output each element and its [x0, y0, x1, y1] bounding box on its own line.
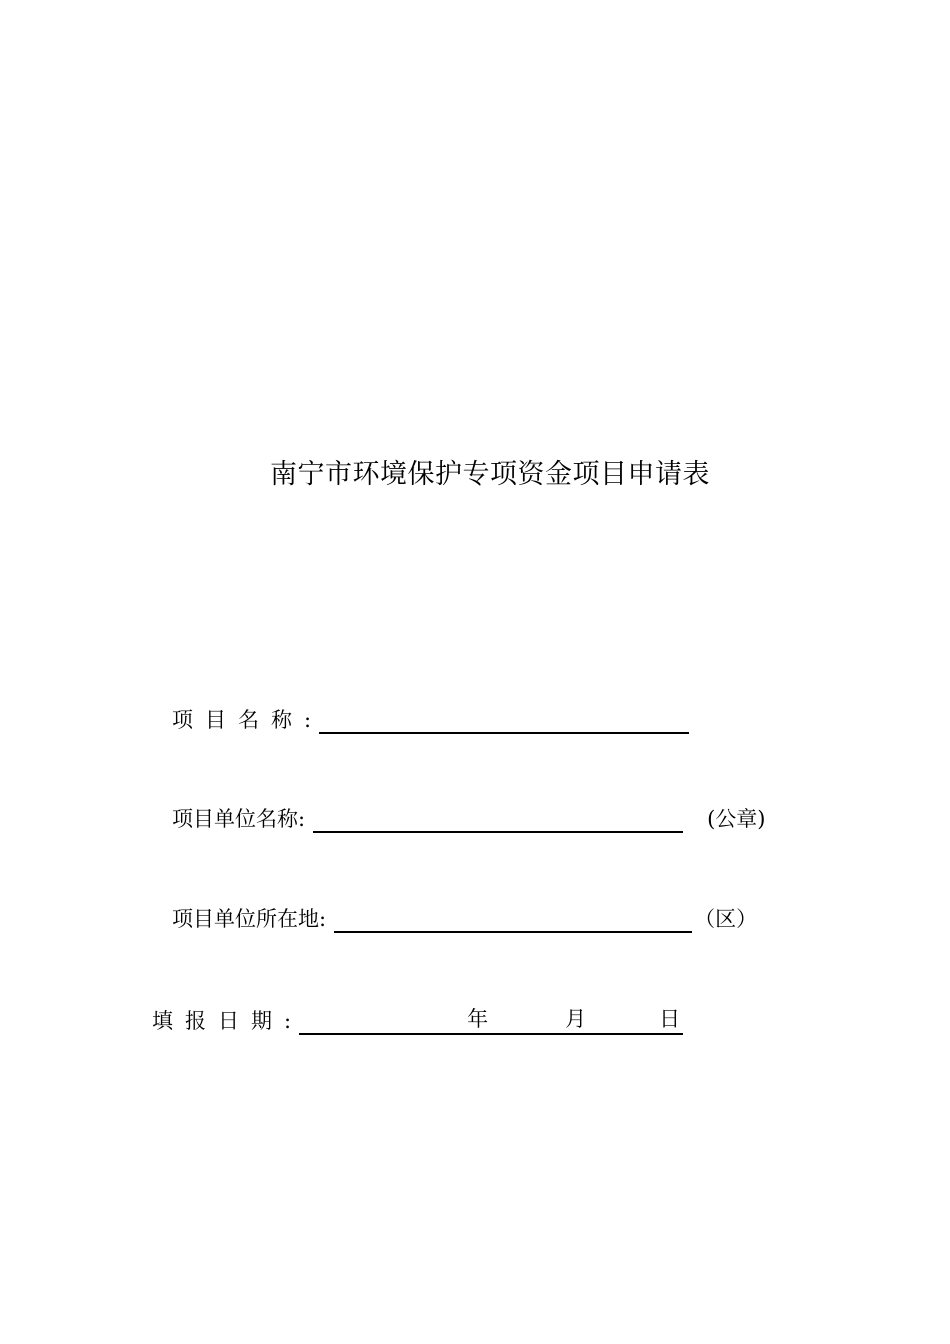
project-name-label: 项目名称 — [172, 708, 304, 732]
project-unit-location-label: 项目单位所在地 — [172, 907, 319, 931]
page-title: 南宁市环境保护专项资金项目申请表 — [270, 459, 710, 490]
project-unit-name-colon: : — [298, 807, 306, 831]
project-name-colon: : — [304, 708, 312, 732]
official-seal-note: (公章) — [707, 807, 766, 831]
project-name-input-line[interactable] — [319, 706, 689, 734]
month-label: 月 — [565, 1007, 587, 1031]
project-unit-location-input-line[interactable] — [334, 905, 692, 933]
fill-date-input-line[interactable] — [299, 1005, 683, 1035]
day-label: 日 — [659, 1007, 681, 1031]
fill-date-label: 填报日期 — [152, 1009, 284, 1033]
fill-date-row — [152, 1005, 683, 1035]
year-label: 年 — [467, 1007, 489, 1031]
project-unit-name-label: 项目单位名称 — [172, 807, 298, 831]
project-name-row — [172, 706, 689, 734]
district-note: （区） — [694, 907, 758, 931]
project-unit-location-row — [172, 905, 757, 933]
project-unit-location-colon: : — [319, 907, 327, 931]
fill-date-colon: : — [284, 1009, 292, 1033]
project-unit-name-input-line[interactable] — [313, 805, 683, 833]
project-unit-name-row — [172, 805, 765, 833]
